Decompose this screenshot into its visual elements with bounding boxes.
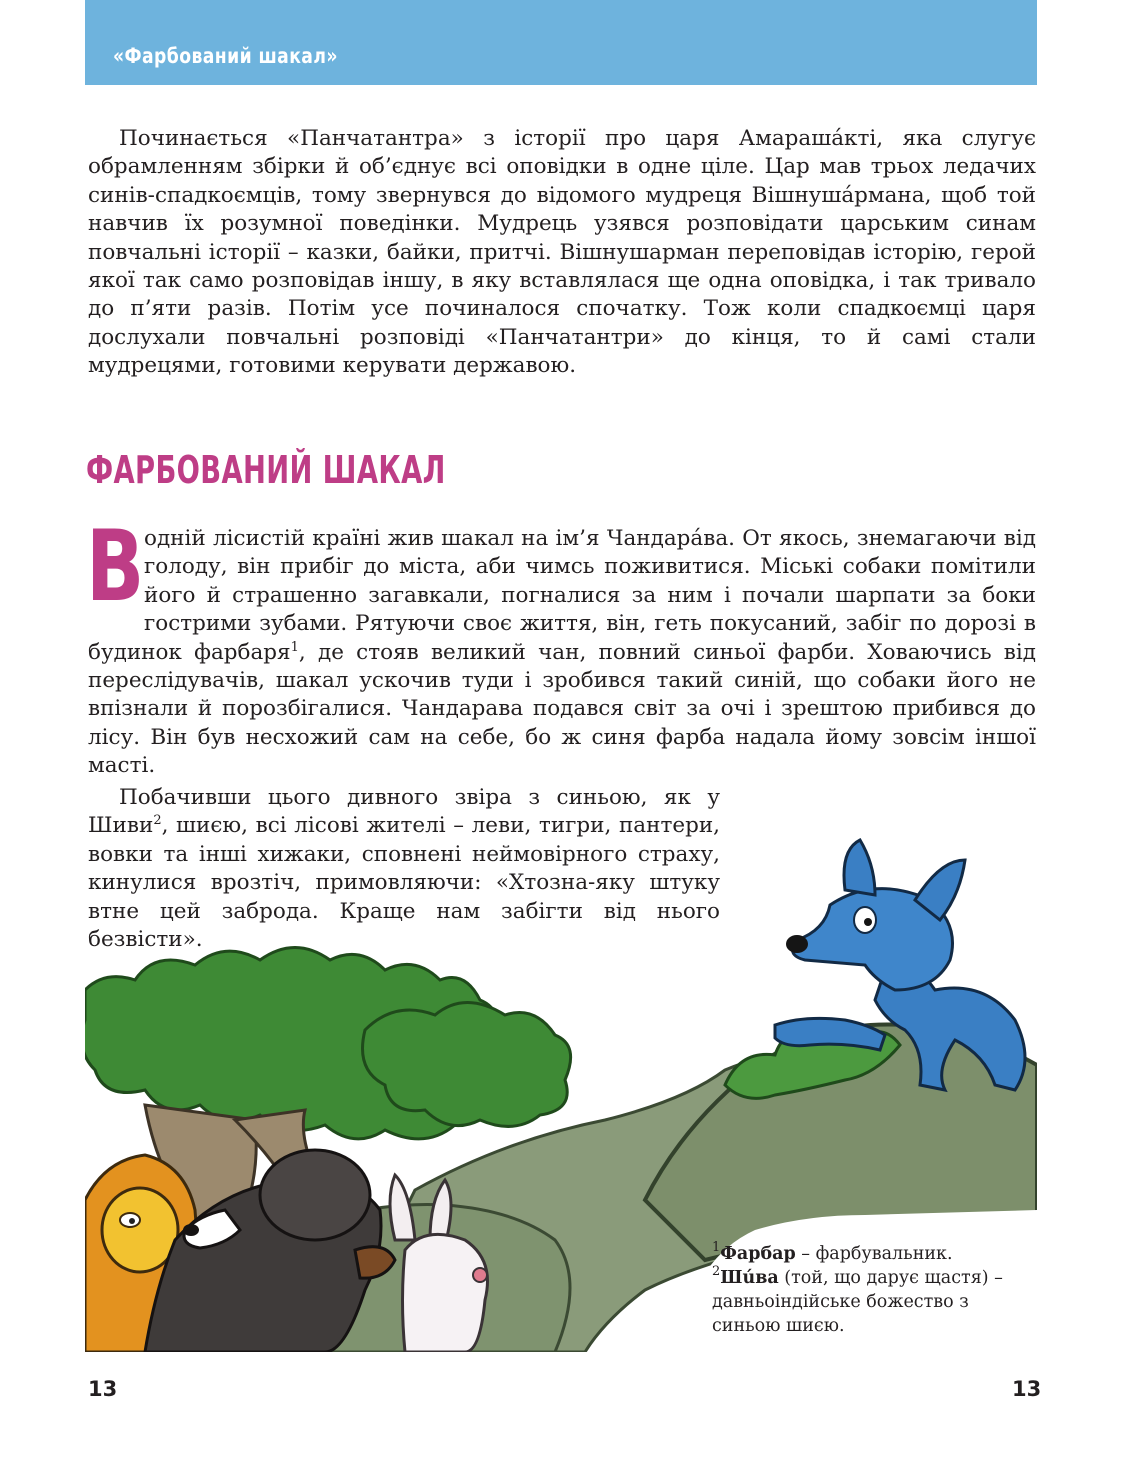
footnote-1 xyxy=(712,1242,1032,1266)
running-header-title: «Фарбований шакал» xyxy=(113,44,338,68)
story-paragraph-1 xyxy=(86,510,1036,781)
footnotes xyxy=(712,1242,1032,1338)
running-header xyxy=(85,0,1037,85)
page-number-right: 13 xyxy=(1012,1377,1042,1401)
story-paragraph-2 xyxy=(88,784,720,954)
story-paragraph-2-text-b: , шиєю, всі лісові жителі – леви, тигри, пантери, вовки та інші хижаки, сповнені неймовірного страху, кинулися врозтіч, примовляючи: «Хтозна-яку штуку втне цей заброда. Краще нам забігти від нього безвісти». xyxy=(88,813,720,953)
intro-paragraph: Починається «Панчатантра» з історії про царя Амарашáкті, яка слугує обрамленням збірки й об’єднує всі оповідки в одне ціле. Цар мав трьох ледачих синів-спадкоємців, тому звернувся до відомого мудреця Вішнушáрмана, щоб той навчив їх розумної поведінки. Мудрець узявся розповідати царським синам повчальні історії – казки, байки, притчі. Вішнушарман переповідав історію, герой якої так само розповідав іншу, в яку вставлялася ще одна оповідка, і так тривало до п’яти разів. Потім усе починалося спочатку. Тож коли спадкоємці царя дослухали повчальні розповіді «Панчатантри» до кінця, то й самі стали мудрецями, готовими керувати державою. xyxy=(88,126,1036,379)
footnote-1-number: 1 xyxy=(712,1240,721,1255)
footnote-2-definition: (той, що дарує щастя) – давньоіндійське божество з синьою шиєю. xyxy=(712,1268,1003,1336)
footnote-2-number: 2 xyxy=(712,1264,721,1279)
story-paragraph-1-text-a: одній лісистій країні жив шакал на ім’я Чандарáва. От якось, знемагаючи від голоду, він прибіг до міста, аби чимсь поживитися. Міські собаки помітили його й страшенно загавкали, погналися за ним і почали шарпати за боки гострими зубами. Рятуючи своє життя, він, геть покусаний, забіг по дорозі в будинок фарбаря xyxy=(88,526,1036,665)
story-paragraph-2-text-a: Побачивши цього дивного звіра з синьою, як у Шиви xyxy=(88,785,720,839)
footnote-ref-2: 2 xyxy=(153,813,162,829)
footnote-1-definition: – фарбувальник. xyxy=(795,1244,953,1264)
footnote-2-term: Шúва xyxy=(720,1268,779,1288)
story-title: ФАРБОВАНИЙ ШАКАЛ xyxy=(86,448,446,492)
footnote-2 xyxy=(712,1266,1032,1338)
footnote-1-term: Фарбар xyxy=(720,1244,796,1264)
footnote-ref-1: 1 xyxy=(290,639,299,655)
story-paragraph-1-text-b: , де стояв великий чан, повний синьої фарби. Ховаючись від переслідувачів, шакал ускочив туди і зробився такий синій, що собаки його не впізнали й порозбігалися. Чандарава подався світ за очі і зрештою прибився до лісу. Він був несхожий сам на себе, бо ж синя фарба надала йому зовсім іншої масті. xyxy=(88,639,1036,779)
drop-cap: В xyxy=(86,510,145,624)
page-number-left: 13 xyxy=(88,1377,118,1401)
